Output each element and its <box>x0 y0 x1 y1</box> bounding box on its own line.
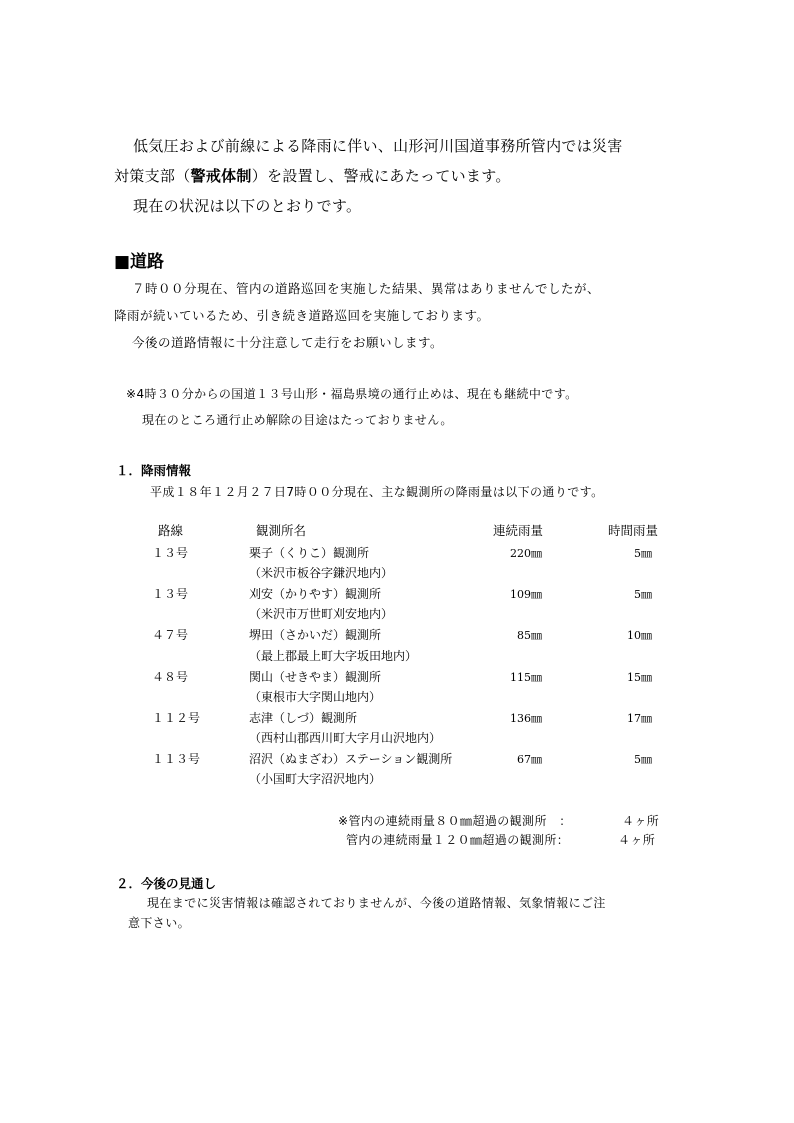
header-cumulative: 連続雨量 <box>493 523 544 538</box>
road-closure-note-2: 現在のところ通行止め解除の目途はたっておりません。 <box>142 413 453 427</box>
road-closure-note: ※4時３０分からの国道１３号山形・福島県境の通行止めは、現在も継続中です。 <box>126 387 578 401</box>
row-station: 関山（せきやま）観測所 <box>249 670 382 684</box>
row-location: （東根市大字関山地内） <box>249 690 382 704</box>
row-cumulative: 109㎜ <box>510 588 542 601</box>
row-route: １１３号 <box>152 752 201 766</box>
row-station: 刈安（かりやす）観測所 <box>249 587 382 601</box>
intro-line-2-pre: 対策支部（ <box>114 167 191 185</box>
header-station: 観測所名 <box>256 523 307 538</box>
outlook-paragraph-1: 現在までに災害情報は確認されておりませんが、今後の道路情報、気象情報にご注 <box>147 896 606 910</box>
row-location: （最上郡最上町大字坂田地内） <box>249 649 418 663</box>
rain-heading: １．降雨情報 <box>116 463 192 478</box>
header-route: 路線 <box>158 523 184 538</box>
intro-line-1: 低気圧および前線による降雨に伴い、山形河川国道事務所管内では災害 <box>133 137 623 155</box>
road-paragraph-2: 降雨が続いているため、引き続き道路巡回を実施しております。 <box>114 308 490 323</box>
summary-80mm-label: ※管内の連続雨量８０㎜超過の観測所 ： <box>338 814 572 828</box>
summary-120mm-label: 管内の連続雨量１２０㎜超過の観測所： <box>346 833 570 847</box>
row-location: （小国町大字沼沢地内） <box>249 772 382 786</box>
road-paragraph-3: 今後の道路情報に十分注意して走行をお願いします。 <box>132 335 444 350</box>
rain-lead: 平成１８年１２月２７日7時００分現在、主な観測所の降雨量は以下の通りです。 <box>150 485 604 499</box>
row-cumulative: 85㎜ <box>517 629 542 642</box>
header-hourly: 時間雨量 <box>608 523 659 538</box>
row-hourly: 5㎜ <box>634 588 652 601</box>
row-cumulative: 115㎜ <box>510 671 542 684</box>
intro-line-2 <box>114 169 511 184</box>
row-hourly: 17㎜ <box>627 712 652 725</box>
intro-line-3: 現在の状況は以下のとおりです。 <box>133 197 362 215</box>
row-station: 栗子（くりこ）観測所 <box>249 546 370 560</box>
row-hourly: 10㎜ <box>627 629 652 642</box>
road-paragraph-1: ７時００分現在、管内の道路巡回を実施した結果、異常はありませんでしたが、 <box>132 281 601 296</box>
row-route: ４８号 <box>152 670 189 684</box>
road-heading: ■道路 <box>114 252 165 272</box>
row-cumulative: 136㎜ <box>510 712 542 725</box>
summary-80mm-value: ４ヶ所 <box>622 814 660 828</box>
row-hourly: 5㎜ <box>634 753 652 766</box>
row-location: （米沢市板谷字鎌沢地内） <box>249 566 394 580</box>
row-location: （米沢市万世町刈安地内） <box>249 607 394 621</box>
row-station: 堺田（さかいだ）観測所 <box>249 628 382 642</box>
summary-120mm-value: ４ヶ所 <box>618 833 656 847</box>
row-cumulative: 220㎜ <box>510 547 542 560</box>
row-hourly: 15㎜ <box>627 671 652 684</box>
row-route: ４７号 <box>152 628 189 642</box>
alert-status: 警戒体制 <box>190 167 252 185</box>
row-route: １３号 <box>152 587 189 601</box>
row-station: 志津（しづ）観測所 <box>249 711 358 725</box>
outlook-paragraph-2: 意下さい。 <box>128 916 191 930</box>
intro-line-2-post: ）を設置し、警戒にあたっています。 <box>251 167 511 185</box>
row-location: （西村山郡西川町大字月山沢地内） <box>249 731 442 745</box>
row-route: １３号 <box>152 546 189 560</box>
row-cumulative: 67㎜ <box>517 753 542 766</box>
row-route: １１２号 <box>152 711 201 725</box>
row-station: 沼沢（ぬまざわ）ステーション観測所 <box>249 752 453 766</box>
row-hourly: 5㎜ <box>634 547 652 560</box>
outlook-heading: ２．今後の見通し <box>116 876 217 891</box>
